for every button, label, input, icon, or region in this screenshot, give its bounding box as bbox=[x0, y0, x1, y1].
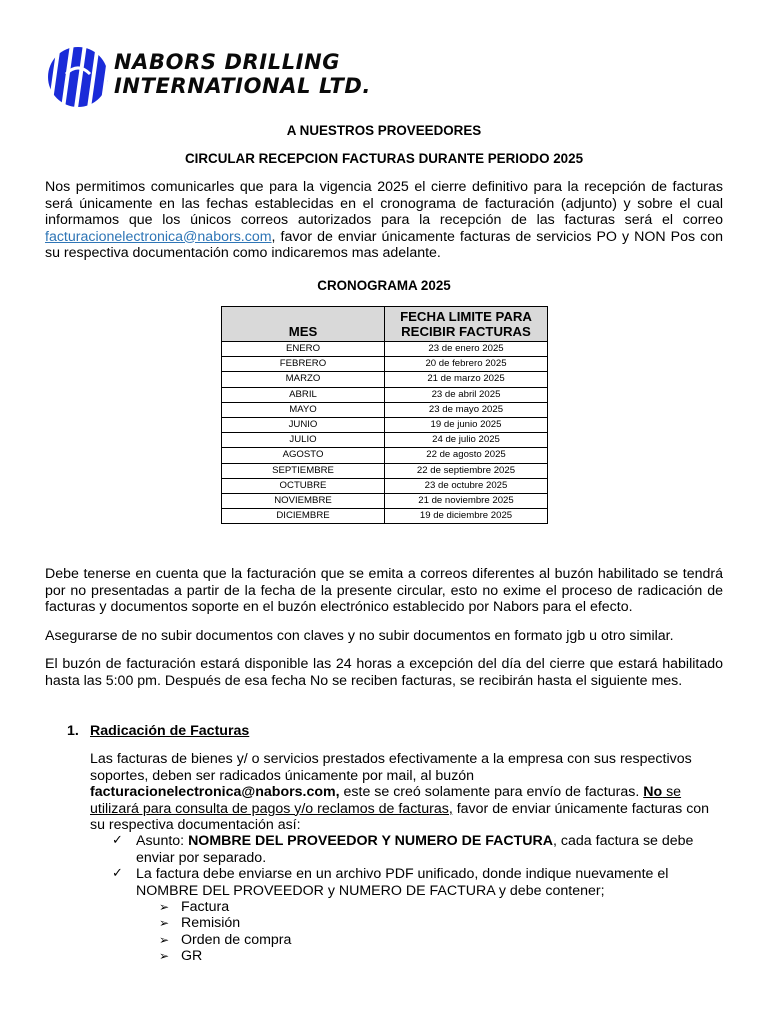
intro-text-b: , favor de enviar únicamente facturas de servicios PO y NON Pos con su respectiva documentación como indicaremos mas adelante. bbox=[45, 228, 723, 261]
notes-paragraph-3: El buzón de facturación estará disponible las 24 horas a excepción del día del cierre que estará habilitado hasta las 5:00 pm. Después de esa fecha No se reciben facturas, se recibirán hasta el siguiente mes. bbox=[45, 656, 723, 689]
arrow-bullet-icon: ➢ bbox=[159, 933, 170, 947]
bullet-subject-suffix: , cada factura se debe enviar por separado. bbox=[136, 833, 694, 866]
sub-item: GR bbox=[181, 948, 203, 964]
schedule-date-cell: 23 de octubre 2025 bbox=[385, 478, 548, 493]
schedule-table bbox=[221, 306, 548, 524]
schedule-month-cell: DICIEMBRE bbox=[222, 509, 385, 524]
section-text-c: se utilizará para consulta de pagos y/o reclamos de facturas, bbox=[90, 784, 682, 817]
schedule-row bbox=[222, 417, 548, 432]
check-icon: ✓ bbox=[112, 832, 123, 847]
schedule-header-row bbox=[222, 307, 548, 342]
schedule-date-cell: 24 de julio 2025 bbox=[385, 433, 548, 448]
schedule-row bbox=[222, 463, 548, 478]
schedule-date-cell: 23 de abril 2025 bbox=[385, 387, 548, 402]
sub-item: Remisión bbox=[181, 915, 241, 931]
schedule-month-cell: NOVIEMBRE bbox=[222, 493, 385, 508]
company-name-line2: INTERNATIONAL LTD. bbox=[114, 74, 371, 98]
schedule-month-cell: JUNIO bbox=[222, 417, 385, 432]
schedule-row bbox=[222, 509, 548, 524]
check-icon: ✓ bbox=[112, 865, 123, 880]
intro-text-a: Nos permitimos comunicarles que para la vigencia 2025 el cierre definitivo para la recepción de facturas será únicamente en las fechas establecidas en el cronograma de facturación (adjunto) y sobre el cual informamos que los únicos correos autorizados para la recepción de las facturas será el correo bbox=[45, 179, 723, 228]
schedule-row bbox=[222, 357, 548, 372]
schedule-date-cell: 20 de febrero 2025 bbox=[385, 357, 548, 372]
section-no-emphasis: No bbox=[643, 784, 663, 800]
schedule-row bbox=[222, 372, 548, 387]
notes-paragraph-1: Debe tenerse en cuenta que la facturación que se emita a correos diferentes al buzón habilitado se tendrá por no presentadas a partir de la fecha de la presente circular, esto no exime el proceso de radicación de facturas y documentos soporte en el buzón electrónico establecido por Nabors para el efecto. bbox=[45, 566, 723, 615]
schedule-row bbox=[222, 342, 548, 357]
section-number: 1. bbox=[67, 723, 79, 739]
schedule-date-cell: 19 de junio 2025 bbox=[385, 417, 548, 432]
bullet-subject-bold: NOMBRE DEL PROVEEDOR Y NUMERO DE FACTURA bbox=[188, 833, 554, 849]
schedule-month-cell: FEBRERO bbox=[222, 357, 385, 372]
schedule-month-cell: SEPTIEMBRE bbox=[222, 463, 385, 478]
company-logo bbox=[46, 44, 376, 112]
deadline-column-header: FECHA LIMITE PARA RECIBIR FACTURAS bbox=[385, 307, 548, 342]
schedule-month-cell: OCTUBRE bbox=[222, 478, 385, 493]
company-name bbox=[114, 50, 371, 98]
schedule-month-cell: ABRIL bbox=[222, 387, 385, 402]
section-1-paragraph bbox=[90, 751, 724, 834]
schedule-month-cell: MARZO bbox=[222, 372, 385, 387]
addressee-title: A NUESTROS PROVEEDORES bbox=[286, 123, 482, 138]
schedule-date-cell: 21 de noviembre 2025 bbox=[385, 493, 548, 508]
schedule-row bbox=[222, 433, 548, 448]
schedule-date-cell: 21 de marzo 2025 bbox=[385, 372, 548, 387]
month-column-header: MES bbox=[222, 307, 385, 342]
schedule-month-cell: AGOSTO bbox=[222, 448, 385, 463]
sub-item: Factura bbox=[181, 899, 230, 915]
schedule-date-cell: 22 de septiembre 2025 bbox=[385, 463, 548, 478]
schedule-date-cell: 23 de mayo 2025 bbox=[385, 402, 548, 417]
bullet-subject-prefix: Asunto: bbox=[136, 833, 189, 849]
section-1-heading bbox=[67, 723, 249, 740]
bullet-subject bbox=[136, 833, 726, 866]
section-text-b: este se creó solamente para envío de facturas. bbox=[339, 784, 640, 800]
schedule-row bbox=[222, 448, 548, 463]
schedule-row bbox=[222, 478, 548, 493]
schedule-body bbox=[222, 342, 548, 524]
nabors-stripes-logo-icon bbox=[46, 44, 110, 108]
schedule-date-cell: 19 de diciembre 2025 bbox=[385, 509, 548, 524]
schedule-date-cell: 23 de enero 2025 bbox=[385, 342, 548, 357]
arrow-bullet-icon: ➢ bbox=[159, 900, 170, 914]
schedule-month-cell: MAYO bbox=[222, 402, 385, 417]
schedule-month-cell: ENERO bbox=[222, 342, 385, 357]
bullet-pdf: La factura debe enviarse en un archivo PDF unificado, donde indique nuevamente el NOMBRE DEL PROVEEDOR y NUMERO DE FACTURA y debe contener; bbox=[136, 866, 669, 899]
schedule-row bbox=[222, 493, 548, 508]
notes-paragraph-2: Asegurarse de no subir documentos con claves y no subir documentos en formato jgb u otro similar. bbox=[45, 628, 674, 644]
schedule-row bbox=[222, 402, 548, 417]
section-email: facturacionelectronica@nabors.com, bbox=[90, 784, 340, 800]
schedule-row bbox=[222, 387, 548, 402]
arrow-bullet-icon: ➢ bbox=[159, 916, 170, 930]
schedule-date-cell: 22 de agosto 2025 bbox=[385, 448, 548, 463]
sub-item: Orden de compra bbox=[181, 932, 292, 948]
company-name-line1: NABORS DRILLING bbox=[114, 50, 341, 74]
schedule-month-cell: JULIO bbox=[222, 433, 385, 448]
billing-email-link[interactable]: facturacionelectronica@nabors.com bbox=[45, 228, 272, 245]
circular-title: CIRCULAR RECEPCION FACTURAS DURANTE PERIODO 2025 bbox=[184, 151, 584, 166]
arrow-bullet-icon: ➢ bbox=[159, 949, 170, 963]
section-text-d: favor de enviar únicamente facturas con su respectiva documentación así: bbox=[90, 800, 710, 833]
section-title: Radicación de Facturas bbox=[90, 723, 250, 739]
section-text-a: Las facturas de bienes y/ o servicios prestados efectivamente a la empresa con sus respectivos soportes, deben ser radicados únicamente por mail, al buzón bbox=[90, 751, 692, 784]
schedule-title: CRONOGRAMA 2025 bbox=[317, 278, 451, 293]
intro-paragraph bbox=[45, 179, 723, 262]
